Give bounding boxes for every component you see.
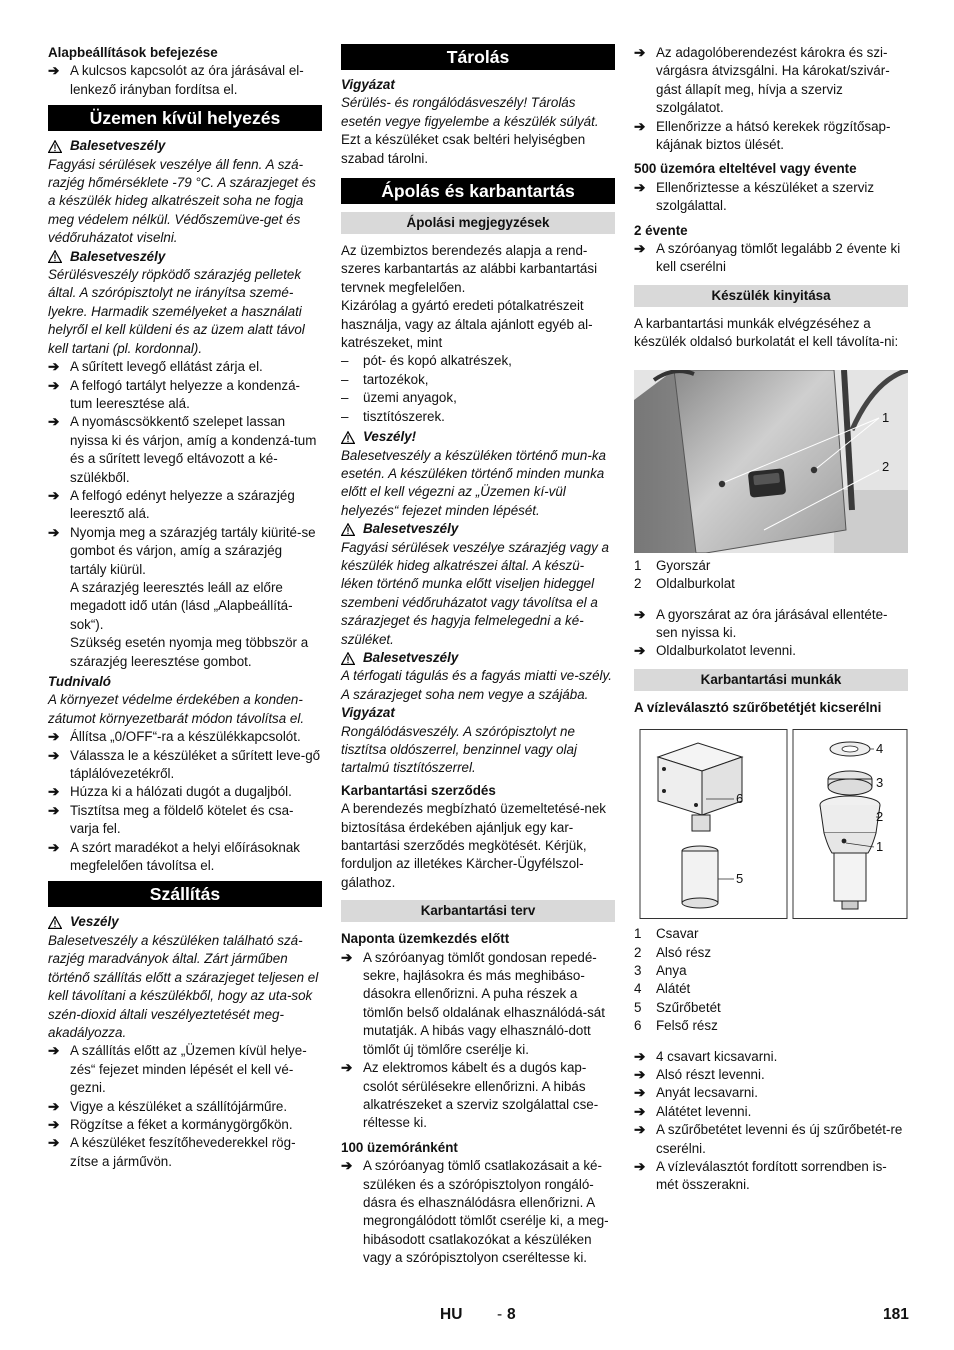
arrow-icon: ➔ [634, 1066, 646, 1082]
arrow-icon: ➔ [48, 839, 60, 855]
caution-label: Vigyázat [341, 705, 395, 721]
column-2 [341, 44, 615, 1268]
warning-triangle-icon [341, 523, 355, 536]
list-item: – tartozékok, [341, 371, 429, 387]
arrow-icon: ➔ [634, 45, 646, 60]
step-item: ➔ Ellenőrizze a hátsó kerekek rögzítősap-kájának biztos ülését. [634, 118, 908, 155]
arrow-icon: ➔ [48, 784, 60, 800]
warning-label: Balesetveszély [48, 248, 322, 266]
step-item: ➔ Alsó részt levenni. [634, 1066, 908, 1084]
arrow-icon: ➔ [634, 1048, 646, 1064]
step-item: ➔ A szállítás előtt az „Üzemen kívül helye-zés“ fejezet minden lépését el kell vé-gezni. [48, 1042, 322, 1097]
step-item: ➔ A vízleválasztót fordított sorrendben is-mét összerakni. [634, 1158, 908, 1195]
warning-triangle-icon [341, 652, 355, 665]
section-title-uzemen: Üzemen kívül helyezés [48, 105, 322, 131]
warning-text: Balesetveszély a készüléken történő mun-ka esetén. A készüléken történő minden munka előtt el kell végezni az „Üzemen kí-vül helyezés“ fejezet minden lépését. [341, 447, 606, 518]
warning-triangle-icon [48, 916, 62, 929]
callout-label: 3 [876, 775, 884, 791]
caution-text: Sérülés- és rongálódásveszély! Tárolás esetén vegye figyelembe a készülék súlyát. [341, 95, 599, 129]
step-item: ➔ Vigye a készüléket a szállítójárműre. [48, 1098, 322, 1116]
arrow-icon: ➔ [48, 359, 60, 375]
page-separator: - [497, 1306, 503, 1323]
step-item: ➔ A szűrőbetétet levenni és új szűrőbetét-re cserélni. [634, 1121, 908, 1158]
step-item: ➔ Tisztítsa meg a földelő kötelet és csa-varja fel. [48, 802, 322, 839]
arrow-icon: ➔ [48, 377, 60, 393]
warning-text: Sérülésveszély röpködő szárazjég pelletek által. A szórópisztolyt ne irányítsa szemé-lyekre. Harmadik személyeket a használati helyről el kell küldeni és az üzem alatt távol kell tartani (pl. kordonnal). [48, 267, 305, 356]
arrow-icon: ➔ [48, 747, 60, 763]
step-item: ➔ A szóróanyag tömlő csatlakozásait a ké-szüléken és a szórópisztolyon rongáló-dásra és elhasználódásra ellenőrizni. A megrongálódott tömlőt cserélje ki, a meg-hibásodott csatlakozókat a készüléken vagy a szórópisztolyon cseréltesse ki. [341, 1157, 615, 1267]
step-item: ➔ Oldalburkolatot levenni. [634, 642, 908, 660]
note-text: A környezet védelme érdekében a konden-zátumot környezetbarát módon távolítsa el. [48, 692, 305, 726]
column-1 [48, 44, 322, 1171]
warning-text: Balesetveszély a készüléken található szá-razjég maradványok által. Zárt járműben történő szállítás előtt a szárazjeget teljesen el kell távolítani a készülékből, hogy az uta-sok szén-dioxid általi veszélyeztetését meg-akadályozza. [48, 932, 319, 1040]
warning-triangle-icon [341, 431, 355, 444]
step-item: ➔ A szóróanyag tömlőt legalább 2 évente ki kell cserélni [634, 240, 908, 277]
subsection-keszulek-kinyitasa: Készülék kinyitása [634, 285, 908, 307]
callout-label: 1 [876, 839, 884, 855]
arrow-icon: ➔ [48, 414, 60, 430]
heading-naponta: Naponta üzemkezdés előtt [341, 931, 510, 947]
callout-label: 2 [876, 809, 884, 825]
arrow-icon: ➔ [48, 1135, 60, 1151]
callout-label: 4 [876, 741, 884, 757]
arrow-icon: ➔ [48, 1043, 60, 1059]
section-title-tarolas: Tárolás [341, 44, 615, 70]
arrow-icon: ➔ [634, 643, 646, 659]
warning-label: Veszély [48, 913, 322, 931]
step-item: ➔ Anyát lecsavarni. [634, 1084, 908, 1102]
step-item: ➔ Állítsa „0/OFF“-ra a készülékkapcsolót. [48, 728, 322, 746]
step-item: ➔ Alátétet levenni. [634, 1103, 908, 1121]
device-photo-illustration [634, 370, 908, 553]
arrow-icon: ➔ [634, 606, 646, 622]
warning-text: A térfogati tágulás és a fagyás miatti ve-szély. [341, 668, 612, 684]
page-number-local: 8 [507, 1306, 516, 1323]
heading-vizlevalaszto: A vízleválasztó szűrőbetétjét kicserélni [634, 699, 882, 715]
heading-szerzodes: Karbantartási szerződés [341, 782, 496, 798]
callout-label: 2 [882, 458, 890, 474]
step-item: ➔ Nyomja meg a szárazjég tartály kiürité-se gombot és várjon, amíg a szárazjég tartály kiürül. [48, 524, 322, 579]
step-item: ➔ Rögzítse a féket a kormánygörgőkön. [48, 1116, 322, 1134]
arrow-icon: ➔ [48, 63, 60, 79]
warning-text: Fagyási sérülések veszélye szárazjég vagy a készülék hideg alkatrészei által. A készü-léken történő munka előtt viseljen hideggel szembeni védőruházatot vagy távolítsa el a szárazjeget és hagyja felmelegedni a ké-szüléket. [341, 539, 609, 647]
arrow-icon: ➔ [634, 1159, 646, 1174]
legend-item: 2 Oldalburkolat [634, 576, 735, 592]
arrow-icon: ➔ [341, 1060, 353, 1076]
step-note: A szárazjég leeresztés leáll az előre megadott idő után (lásd „Alapbeállítá-sok“). [70, 579, 293, 632]
warning-triangle-icon [48, 140, 62, 153]
step-item: ➔ Az elektromos kábelt és a dugós kap-csolót sérülésekre ellenőrizni. A hibás alkatrészeket a szerviz szolgálattal cse-réltesse ki. [341, 1059, 615, 1133]
warning-label: Balesetveszély [48, 137, 322, 155]
warning-label: Balesetveszély [341, 520, 615, 538]
callout-label: 5 [736, 871, 744, 887]
subsection-apolasi-megjegyzesek: Ápolási megjegyzések [341, 212, 615, 234]
step-item: ➔ A nyomáscsökkentő szelepet lassan nyissa ki és várjon, amíg a kondenzá-tum és a sűrített levegő eltávozott a ké-szülékből. [48, 413, 322, 487]
legend-item: 5 Szűrőbetét [634, 999, 721, 1015]
step-item: ➔ 4 csavart kicsavarni. [634, 1048, 908, 1066]
step-item: ➔ A szórt maradékot a helyi előírásoknak megfelelően távolítsa el. [48, 839, 322, 876]
callout-label: 6 [736, 791, 744, 807]
paragraph: Kizárólag a gyártó eredeti pótalkatrészeit használja, vagy az általa ajánlott egyéb al-katrészeket, mint [341, 298, 593, 351]
arrow-icon: ➔ [634, 1103, 646, 1119]
heading-alapbeallitasok: Alapbeállítások befejezése [48, 45, 218, 60]
section-title-szallitas: Szállítás [48, 881, 322, 907]
note-label: Tudnivaló [48, 674, 111, 689]
arrow-icon: ➔ [48, 487, 60, 503]
list-item: – üzemi anyagok, [341, 390, 457, 406]
step-item: ➔ A felfogó edényt helyezze a szárazjég leeresztő alá. [48, 487, 322, 524]
heading-2-evente: 2 évente [634, 222, 688, 238]
legend-item: 1 Csavar [634, 926, 699, 942]
language-code: HU [440, 1306, 463, 1323]
caution-text: Rongálódásveszély. A szórópisztolyt ne tisztítsa oldószerrel, benzinnel vagy olaj tartalmú tisztítószerrel. [341, 723, 577, 776]
paragraph: A berendezés megbízható üzemeltetésé-nek biztosítása érdekében ajánljuk egy kar-bantartási szerződés megkötését. Kérjük, forduljon az illetékes Kärcher-Ügyfélszol-gálathoz. [341, 801, 607, 890]
water-separator-diagram [634, 729, 908, 919]
subsection-karbantartasi-munkak: Karbantartási munkák [634, 669, 908, 691]
warning-triangle-icon [48, 250, 62, 263]
step-item: ➔ Válassza le a készüléket a sűrített leve-gő táplálóvezetékről. [48, 747, 322, 784]
arrow-icon: ➔ [48, 524, 60, 540]
device-side-photo [634, 370, 908, 553]
legend-item: 6 Felső rész [634, 1018, 718, 1034]
arrow-icon: ➔ [634, 179, 646, 195]
step-item: ➔ A szóróanyag tömlőt gondosan repedé-sekre, hajlásokra és más meghibáso-dásokra ellenőrizni. A puha részek a tömlőn belső oldalának elhasználódá-sát mutatják. A hibás vagy elhasználó-dott tömlőt új tömlőre cserélje ki. [341, 949, 615, 1059]
heading-100-uzemora: 100 üzemóránként [341, 1139, 458, 1155]
arrow-icon: ➔ [634, 1085, 646, 1101]
section-title-apolas: Ápolás és karbantartás [341, 178, 615, 204]
warning-text: A szárazjeget soha nem vegye a szájába. [341, 686, 589, 702]
subsection-karbantartasi-terv: Karbantartási terv [341, 900, 615, 922]
arrow-icon: ➔ [634, 118, 646, 134]
exploded-view-illustration [634, 729, 908, 919]
step-item: ➔ A gyorszárat az óra járásával ellentéte-sen nyissa ki. [634, 606, 908, 643]
warning-text: Fagyási sérülések veszélye áll fenn. A szá-razjég hőmérséklete -79 °C. A szárazjeget és a készülék hideg alkatrészeit soha ne fogja meg védelem nélkül. Védőszemüve-get és védőruházatot viselni. [48, 156, 316, 246]
list-item: – tisztítószerek. [341, 408, 445, 424]
column-3 [634, 44, 908, 1195]
legend-item: 3 Anya [634, 962, 687, 978]
arrow-icon: ➔ [341, 949, 353, 965]
warning-label: Veszély! [341, 428, 615, 446]
legend-item: 1 Gyorszár [634, 557, 711, 573]
step-item: ➔ A sűrített levegő ellátást zárja el. [48, 358, 322, 376]
caution-label: Vigyázat [341, 77, 395, 92]
step-item: ➔ Ellenőriztesse a készüléket a szerviz szolgálattal. [634, 179, 908, 216]
step-item: ➔ Húzza ki a hálózati dugót a dugaljból. [48, 783, 322, 801]
legend-item: 4 Alátét [634, 981, 691, 997]
paragraph: A karbantartási munkák elvégzéséhez a készülék oldalsó burkolatát el kell távolíta-ni: [634, 315, 899, 350]
step-item: ➔ A készüléket feszítőhevederekkel rög-zítse a járművön. [48, 1134, 322, 1171]
list-item: – pót- és kopó alkatrészek, [341, 353, 512, 369]
legend-item: 2 Alsó rész [634, 944, 712, 960]
storage-text: Ezt a készüléket csak beltéri helyiségben szabad tárolni. [341, 132, 586, 166]
warning-label: Balesetveszély [341, 649, 615, 667]
page-footer [0, 1306, 954, 1330]
arrow-icon: ➔ [48, 729, 60, 745]
step-note: Szükség esetén nyomja meg többször a szárazjég leeresztése gombot. [70, 635, 309, 669]
arrow-icon: ➔ [634, 1122, 646, 1138]
arrow-icon: ➔ [48, 802, 60, 818]
step-item: ➔ Az adagolóberendezést károkra és szi-várgásra átvizsgálni. Ha károkat/szivár-gást állapít meg, hívja a szerviz szolgálatot. [634, 44, 908, 118]
arrow-icon: ➔ [48, 1116, 60, 1132]
arrow-icon: ➔ [634, 241, 646, 257]
step-item: ➔ A kulcsos kapcsolót az óra járásával el-lenkező irányban fordítsa el. [48, 62, 322, 99]
arrow-icon: ➔ [48, 1098, 60, 1114]
paragraph: Az üzembiztos berendezés alapja a rend-szeres karbantartás az alábbi karbantartási tervnek megfelelően. [341, 243, 598, 295]
arrow-icon: ➔ [341, 1158, 353, 1174]
step-item: ➔ A felfogó tartályt helyezze a kondenzá-tum leeresztése alá. [48, 377, 322, 414]
page-number: 181 [883, 1306, 909, 1323]
heading-500-uzemora: 500 üzemóra elteltével vagy évente [634, 161, 857, 177]
callout-label: 1 [882, 409, 890, 425]
